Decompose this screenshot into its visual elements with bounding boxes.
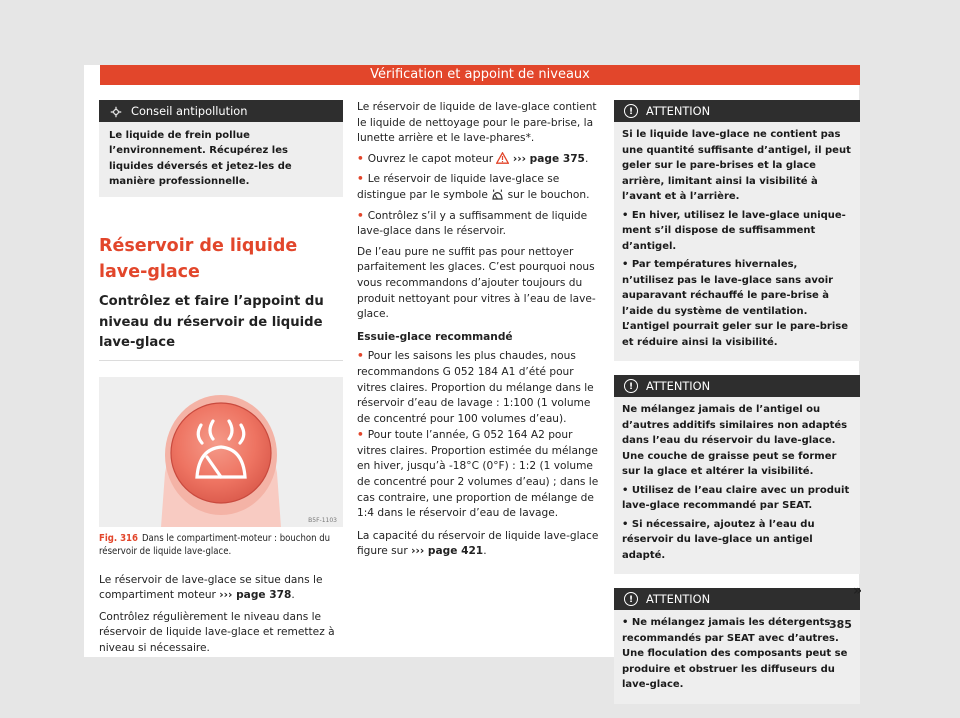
environment-note-text: Le liquide de frein pollue l’environnement. Récupérez les liquides déversés et jetez-les de manière professionnelle. — [109, 130, 292, 187]
header-title: Vérification et appoint de niveaux — [370, 67, 590, 82]
warning-3-bullet-1: • Ne mélangez jamais les détergents recommandés par SEAT avec d’autres. Une floculation des composants peut se produire et obstruer les diffuseurs du lave-glace. — [622, 617, 848, 690]
step-identify-text-end: sur le bouchon. — [507, 188, 590, 201]
warning-box-3 — [614, 588, 860, 704]
figure-caption — [99, 532, 343, 559]
figure-washer-cap — [99, 377, 343, 527]
warning-2-text: Ne mélangez jamais de l’antigel ou d’autres additifs similaires non adaptés dans l’eau du réservoir du lave-glace. Une couche de graisse peut se former sur la glace et altérer la visibilité. — [622, 404, 848, 477]
page-link-375[interactable]: ››› page 375 — [512, 152, 585, 165]
capacity-text: La capacité du réservoir de liquide lave-glace figure sur — [357, 529, 599, 558]
section-title: Réservoir de liquide lave-glace — [99, 236, 298, 283]
step-identify-reservoir: • Le réservoir de liquide lave-glace se distingue par le symbole sur le bouchon. — [357, 172, 601, 205]
continue-mark: » — [853, 583, 863, 599]
recommendation-all-year: • Pour toute l’année, G 052 164 A2 pour vitres claires. Proportion estimée du mélange en hiver, jusqu’à -18°C (0°F) : 1:2 (1 volume de concentré pour 2 volumes d’eau) ; dans le cas contraire, une proportion de mélange de 1:4 dans le réservoir d’eau de lavage. — [357, 429, 599, 520]
punct: . — [584, 152, 589, 165]
step-check-text: Contrôlez s’il y a suffisamment de liquide lave-glace dans le réservoir. — [357, 209, 588, 238]
step-identify-text: Le réservoir de liquide lave-glace se distingue par le symbole — [357, 173, 560, 201]
recommended-title: Essuie-glace recommandé — [357, 330, 513, 343]
warning-2-bullet-1-text: Utilisez de l’eau claire avec un produit lave-glace recommandé par SEAT. — [622, 484, 850, 511]
column-left — [99, 100, 343, 657]
punct: . — [483, 545, 487, 558]
warning-box-2-body — [614, 397, 860, 574]
washer-cap-illustration — [99, 377, 343, 527]
environment-note — [99, 100, 343, 197]
alert-circle-icon: ! — [624, 104, 638, 118]
warning-1-text: Si le liquide lave-glace ne contient pas une quantité suffisante d’antigel, il peut geler sur le pare-brises et la glace arrière, limitant ainsi la visibilité à l’avant et à l’arrière. — [622, 129, 851, 202]
warning-box-3-body — [614, 610, 860, 704]
section-subtitle: Contrôlez et faire l’appoint du niveau du réservoir de liquide lave-glace — [99, 292, 343, 361]
paragraph-intro: Le réservoir de liquide de lave-glace contient le liquide de nettoyage pour le pare-brise, la lunette arrière et le lave-phares*. — [357, 101, 597, 145]
column-middle — [357, 100, 601, 560]
warning-box-1-title: ATTENTION — [646, 104, 711, 118]
page-link-378[interactable]: ››› page 378 — [219, 589, 292, 602]
environment-note-title: Conseil antipollution — [131, 104, 248, 118]
warning-2-bullet-1: • Utilisez de l’eau claire avec un produit lave-glace recommandé par SEAT. — [622, 484, 850, 511]
alert-circle-icon: ! — [624, 592, 638, 606]
punct: . — [291, 589, 295, 602]
warning-box-2-header — [614, 375, 860, 397]
page-number: 385 — [829, 618, 852, 631]
leaf-icon — [109, 104, 123, 118]
paragraph-location — [99, 573, 343, 604]
warning-box-1-body — [614, 122, 860, 361]
warning-3-bullet-1-text: Ne mélangez jamais les détergents recommandés par SEAT avec d’autres. Une floculation des composants peut se produire et obstruer les diffuseurs du lave-glace. — [622, 617, 848, 690]
warning-1-bullet-1-text: En hiver, utilisez le lave-glace unique-ment s’il dispose de suffisamment d’antigel. — [622, 209, 846, 252]
figure-number: Fig. 316 — [99, 532, 138, 544]
step-open-hood-text: Ouvrez le capot moteur — [367, 152, 494, 165]
paragraph-check-level: Contrôlez régulièrement le niveau dans le réservoir de liquide lave-glace et remettez à niveau si nécessaire. — [99, 610, 335, 655]
alert-circle-icon: ! — [624, 379, 638, 393]
warning-triangle-icon — [496, 152, 509, 170]
figure-caption-text: Dans le compartiment-moteur : bouchon du réservoir de liquide lave-glace. — [99, 532, 331, 558]
warning-box-1-header — [614, 100, 860, 122]
warning-box-3-header — [614, 588, 860, 610]
step-check-quantity: • Contrôlez s’il y a suffisamment de liquide lave-glace dans le réservoir. — [357, 209, 588, 238]
warning-box-2 — [614, 375, 860, 574]
recommendation-summer: • Pour les saisons les plus chaudes, nous recommandons G 052 184 A1 d’été pour vitres claires. Proportion du mélange dans le réservoir d’eau de lavage : 1:100 (1 volume de concentré pour 100 volumes d’eau). — [357, 350, 594, 425]
warning-box-1 — [614, 100, 860, 361]
warning-1-bullet-2: • Par températures hivernales, n’utilisez pas le lave-glace sans avoir auparavant réchauffé le pare-brise à l’aide du système de ventilation. L’antigel pourrait geler sur le pare-brise et réduire ainsi la visibilité. — [622, 259, 849, 348]
recommendation-all-year-text: Pour toute l’année, G 052 164 A2 pour vitres claires. Proportion estimée du mélange en hiver, jusqu’à -18°C (0°F) : 1:2 (1 volume de concentré pour 2 volumes d’eau) ; dans le cas contraire, une proportion de mélange de 1:4 dans le réservoir d’eau de lavage. — [357, 429, 599, 520]
location-text: Le réservoir de lave-glace se situe dans le compartiment moteur — [99, 573, 323, 602]
column-right — [614, 100, 863, 718]
environment-note-header — [99, 100, 343, 122]
warning-2-bullet-2-text: Si nécessaire, ajoutez à l’eau du réservoir du lave-glace un antigel adapté. — [622, 518, 815, 561]
step-open-hood: • Ouvrez le capot moteur ››› page 375. — [357, 152, 601, 170]
warning-1-bullet-1: • En hiver, utilisez le lave-glace unique-ment s’il dispose de suffisamment d’antigel. — [622, 209, 846, 252]
warning-box-3-title: ATTENTION — [646, 592, 711, 606]
page-header-banner — [100, 65, 860, 85]
paragraph-water: De l’eau pure ne suffit pas pour nettoyer parfaitement les glaces. C’est pourquoi nous vous recommandons d’ajouter toujours du produit nettoyant pour vitres à l’eau de lave-glace. — [357, 245, 596, 321]
warning-2-bullet-2: • Si nécessaire, ajoutez à l’eau du réservoir du lave-glace un antigel adapté. — [622, 518, 815, 561]
warning-1-bullet-2-text: Par températures hivernales, n’utilisez pas le lave-glace sans avoir auparavant réchauffé le pare-brise à l’aide du système de ventilation. L’antigel pourrait geler sur le pare-brise et réduire ainsi la visibilité. — [622, 259, 849, 348]
paragraph-capacity — [357, 529, 601, 560]
warning-box-2-title: ATTENTION — [646, 379, 711, 393]
washer-fluid-symbol-icon — [491, 189, 504, 206]
page-link-421[interactable]: ››› page 421 — [411, 545, 484, 558]
figure-code: B5F-1103 — [308, 516, 337, 524]
recommendation-summer-text: Pour les saisons les plus chaudes, nous recommandons G 052 184 A1 d’été pour vitres claires. Proportion du mélange dans le réservoir d’eau de lavage : 1:100 (1 volume de concentré pour 100 volumes d’eau). — [357, 350, 594, 425]
